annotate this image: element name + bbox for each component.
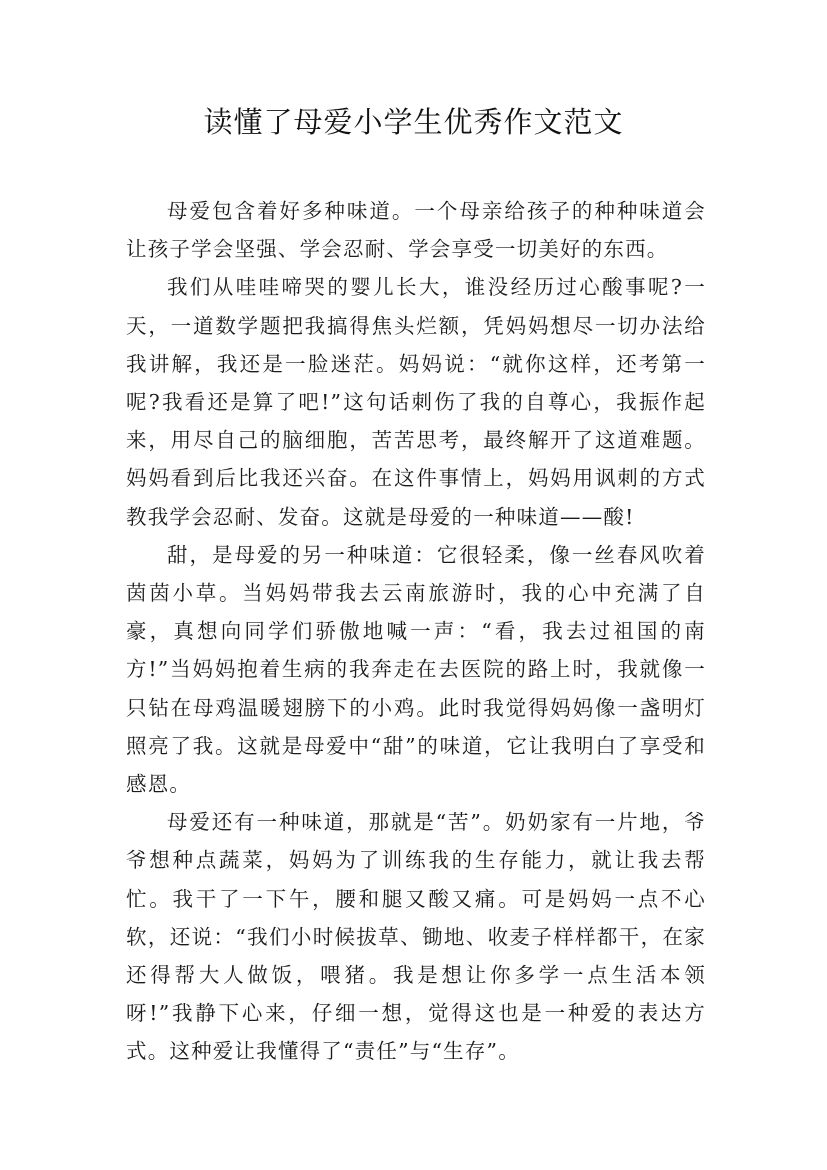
document-body — [126, 192, 706, 1071]
paragraph-2: 我们从哇哇啼哭的婴儿长大，谁没经历过心酸事呢?一天，一道数学题把我搞得焦头烂额，凭妈妈想尽一切办法给我讲解，我还是一脸迷茫。妈妈说：“就你这样，还考第一呢?我看还是算了吧!”这句话刺伤了我的自尊心，我振作起来，用尽自己的脑细胞，苦苦思考，最终解开了这道难题。妈妈看到后比我还兴奋。在这件事情上，妈妈用讽刺的方式教我学会忍耐、发奋。这就是母爱的一种味道——酸! — [126, 275, 706, 529]
paragraph-4: 母爱还有一种味道，那就是“苦”。奶奶家有一片地，爷爷想种点蔬菜，妈妈为了训练我的生存能力，就让我去帮忙。我干了一下午，腰和腿又酸又痛。可是妈妈一点不心软，还说：“我们小时候拔草、锄地、收麦子样样都干，在家还得帮大人做饭，喂猪。我是想让你多学一点生活本领呀!”我静下心来，仔细一想，觉得这也是一种爱的表达方式。这种爱让我懂得了“责任”与“生存”。 — [126, 810, 706, 1064]
paragraph-3: 甜，是母爱的另一种味道：它很轻柔，像一丝春风吹着茵茵小草。当妈妈带我去云南旅游时，我的心中充满了自豪，真想向同学们骄傲地喊一声：“看，我去过祖国的南方!”当妈妈抱着生病的我奔走在去医院的路上时，我就像一只钻在母鸡温暖翅膀下的小鸡。此时我觉得妈妈像一盏明灯照亮了我。这就是母爱中“甜”的味道，它让我明白了享受和感恩。 — [126, 542, 706, 797]
document-title: 读懂了母爱小学生优秀作文范文 — [203, 105, 624, 139]
paragraph-1: 母爱包含着好多种味道。一个母亲给孩子的种种味道会让孩子学会坚强、学会忍耐、学会享受一切美好的东西。 — [126, 199, 706, 262]
